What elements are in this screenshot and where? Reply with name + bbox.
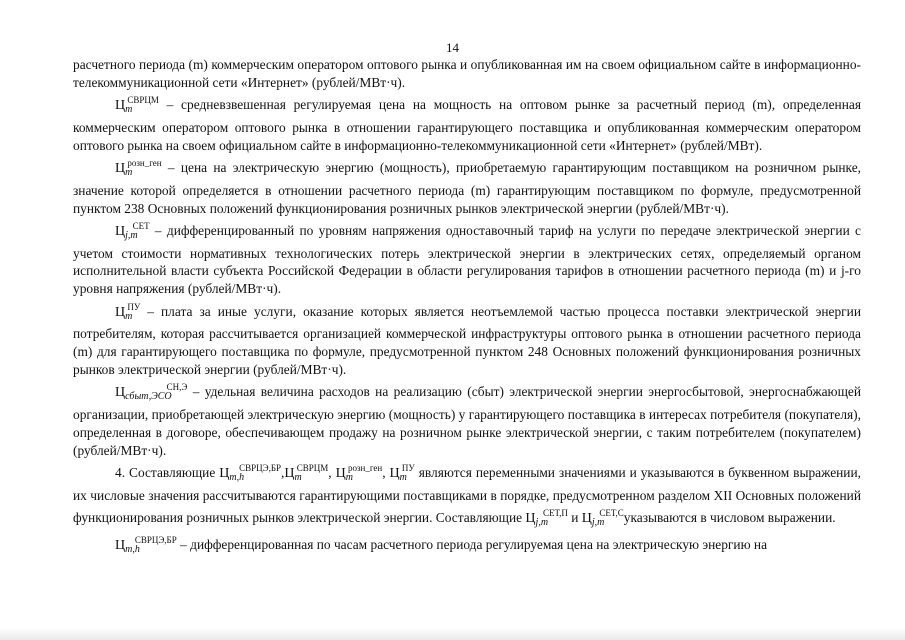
formula-symbol: $Ц_m^{ПУ}$ [389,462,415,483]
paragraph-6 [73,379,861,459]
paragraph-8 [73,532,861,559]
paragraph-4 [73,218,861,298]
paragraph-text: указываются в числовом выражении. [623,509,836,525]
scan-edge-shadow [0,628,905,640]
formula-symbol: $Ц_{сбыт,ЭСО}^{СН,Э}$ [115,382,188,403]
paragraph-1 [73,56,861,92]
paragraph-5 [73,299,861,379]
paragraph-text: – дифференцированный по уровням напряжения одноставочный тариф на услуги по передаче электрической энергии с учетом стоимости нормативных технологических потерь электрической энергии в электрических сетях, определяемый органом исполнительной власти субъекта Российской Федерации в области регулирования тарифов в отношении расчетного периода (m) и j-го уровня напряжения (рублей/МВт·ч). [73,222,861,297]
formula-symbol: $Ц_m^{розн\_ген}$ [335,462,383,483]
paragraph-text: – удельная величина расходов на реализацию (сбыт) электрической энергии энергосбытовой, энергоснабжающей организации, приобретающей электрическую энергию (мощность) у гарантирующего поставщика в интересах потребителя (покупателя), определенная в договоре, обеспечивающем продажу на розничном рынке электрической энергии, с таким потребителем (покупателем) (рублей/МВт·ч). [73,384,861,458]
document-body [73,56,861,559]
formula-symbol: $Ц_{m,h}^{СВРЦЭ,БР}$ [219,462,282,483]
formula-symbol: $Ц_{j,m}^{СЕТ,С}$ [581,507,624,528]
paragraph-3 [73,155,861,217]
paragraph-text: – цена на электрическую энергию (мощность), приобретаемую гарантирующим поставщиком на розничном рынке, значение которой определяется в отношении расчетного периода (m) гарантирующим поставщиком по формуле, предусмотренной пунктом 238 Основных положений функционирования розничных рынков электрической энергии (рублей/МВт·ч). [73,159,861,216]
paragraph-text: являются переменными значениями и указываются в буквенном выражении, их числовые значения рассчитываются гарантирующими поставщиками в порядке, предусмотренном разделом XII Основных положений функционирования розничных рынков электрической энергии. Составляющие [73,464,861,525]
paragraph-2 [73,92,861,154]
formula-symbol: $Ц_{j,m}^{СЕТ}$ [115,220,150,241]
formula-symbol: $Ц_{j,m}^{СЕТ,П}$ [525,507,568,528]
paragraph-text: – плата за иные услуги, оказание которых является неотъемлемой частью процесса поставки электрической энергии потребителям, которая рассчитывается организацией коммерческой инфраструктуры оптового рынка в отношении расчетного периода (m) для гарантирующего поставщика по формуле, предусмотренной пунктом 248 Основных положений функционирования розничных рынков электрической энергии (рублей/МВт·ч). [73,303,861,377]
formula-symbol: $Ц_m^{СВРЦМ}$ [115,95,159,116]
formula-symbol: $Ц_m^{СВРЦМ}$ [284,462,329,483]
paragraph-text: – дифференцированная по часам расчетного периода регулируемая цена на электрическую энергию на [176,536,768,552]
formula-symbol: $Ц_{m,h}^{СВРЦЭ,БР}$ [115,534,177,555]
formula-symbol: $Ц_m^{розн\_ген}$ [115,157,162,178]
formula-symbol: $Ц_m^{ПУ}$ [115,301,141,322]
page-number: 14 [446,40,459,55]
paragraph-text: расчетного периода (m) коммерческим оператором оптового рынка и опубликованная им на своем официальном сайте в информационно-телекоммуникационной сети «Интернет» (рублей/МВт·ч). [73,57,861,90]
paragraph-text: – средневзвешенная регулируемая цена на мощность на оптовом рынке за расчетный период (m), определенная коммерческим оператором оптового рынка в отношении гарантирующего поставщика и опубликованная коммерческим оператором оптового рынка на своем официальном сайте в информационно-телекоммуникационной сети «Интернет» (рублей/МВт). [73,97,861,153]
paragraph-7: 4. Составляющие $Ц_{m,h}^{СВРЦЭ,БР},Ц_m^{СВРЦМ}$, $Ц_m^{розн\_ген}$, $Ц_m^{ПУ}$ являются переменными значениями и указываются в буквенном выражении, их числовые значения рассчитываются гарантирующими поставщиками в порядке, предусмотренном разделом XII Основных положений функционирования розничных рынков электрической энергии. Составляющие $Ц_{j,m}^{СЕТ,П}$ и $Ц_{j,m}^{СЕТ,С}указываются$ в числовом выражении. [73,462,861,528]
